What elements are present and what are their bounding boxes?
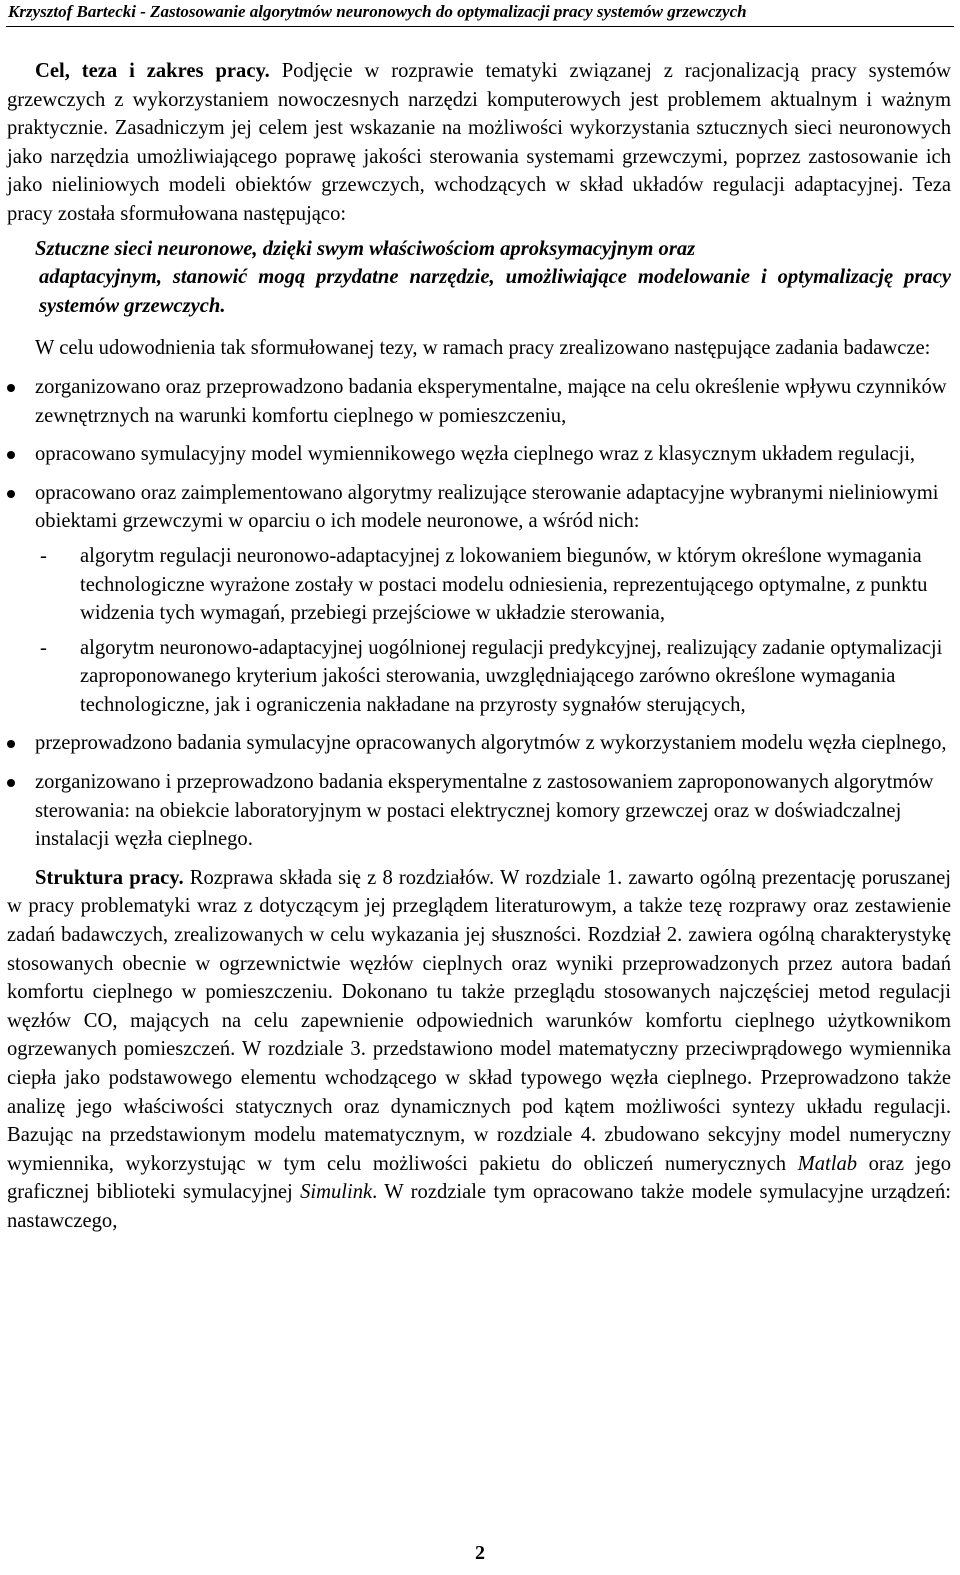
spacer <box>7 320 951 334</box>
list-item: zorganizowano i przeprowadzono badania eksperymentalne z zastosowaniem zaproponowanych algorytmów sterowania: na obiekcie laboratoryjnym w postaci elektrycznej komory grzewczej oraz w doświadczalnej instalacji węzła cieplnego. <box>7 768 951 854</box>
spacer <box>7 854 951 864</box>
subtasks-list <box>35 542 951 720</box>
list-item: opracowano oraz zaimplementowano algorytmy realizujące sterowanie adaptacyjne wybranymi nieliniowymi obiektami grzewczymi w oparciu o ich modele neuronowe, a wśród nich: - algorytm regulacji neuronowo-adaptacyjnej z lokowaniem biegunów, w którym określone wymagania technologiczne wyrażone zostały w postaci modelu odniesienia, reprezentującego optymalne, z punktu widzenia tych wymagań, przebiegi przejściowe w układzie sterowania, - algorytm neuronowo-adaptacyjnej uogólnionej regulacji predykcyjnej, realizujący zadanie optymalizacji zaproponowanego kryterium jakości sterowania, uwzględniającego zarówno określone wymagania technologiczne, jak i ograniczenia nakładane na przyrosty sygnałów sterujących, <box>7 479 951 720</box>
simulink-term: Simulink <box>300 1181 373 1204</box>
running-header <box>8 0 952 24</box>
header-title: Zastosowanie algorytmów neuronowych do optymalizacji pracy systemów grzewczych <box>150 2 747 21</box>
tasks-intro: W celu udowodnienia tak sformułowanej tezy, w ramach pracy zrealizowano następujące zadania badawcze: <box>35 337 931 360</box>
sub-list-item: - algorytm neuronowo-adaptacyjnej uogólnionej regulacji predykcyjnej, realizujący zadanie optymalizacji zaproponowanego kryterium jakości sterowania, uwzględniającego zarówno określone wymagania technologiczne, jak i ograniczenia nakładane na przyrosty sygnałów sterujących, <box>7 634 951 720</box>
thesis-line-1: Sztuczne sieci neuronowe, dzięki swym właściwościom aproksymacyjnym oraz <box>35 237 696 260</box>
list-item: zorganizowano oraz przeprowadzono badania eksperymentalne, mające na celu określenie wpływu czynników zewnętrznych na warunki komfortu cieplnego w pomieszczeniu, <box>7 373 951 430</box>
header-rule <box>6 26 954 27</box>
structure-paragraph: Struktura pracy. Rozprawa składa się z 8 rozdziałów. W rozdziale 1. zawarto ogólną prezentację poruszanej w pracy problematyki wraz z dotyczącym jej przeglądem literaturowym, a także tezę rozprawy oraz zestawienie zadań badawczych, zrealizowanych w celu wykazania jej słuszności. Rozdział 2. zawiera ogólną charakterystykę stosowanych obecnie w ogrzewnictwie węzłów cieplnych oraz wyniki przeprowadzonych przez autora badań komfortu cieplnego w pomieszczeniu. Dokonano tu także przeglądu stosowanych najczęściej metod regulacji węzłów CO, mających na celu zapewnienie odpowiednich warunków komfortu cieplnego użytkownikom ogrzewanych pomieszczeń. W rozdziale 3. przedstawiono model matematyczny przeciwprądowego wymiennika ciepła jako podstawowego elementu wchodzącego w skład typowego węzła cieplnego. Przeprowadzono także analizę jego właściwości statycznych oraz dynamicznych pod kątem możliwości syntezy układu regulacji. Bazując na przedstawionym modelu matematycznym, w rozdziale 4. zbudowano sekcyjny model numeryczny wymiennika, wykorzystując w tym celu możliwości pakietu do obliczeń numerycznych Matlab oraz jego graficznej biblioteki symulacyjnej Simulink. W rozdziale tym opracowano także modele symulacyjne urządzeń: nastawczego, <box>7 866 951 1232</box>
bullet-icon <box>7 490 15 498</box>
dash-marker: - <box>40 636 47 659</box>
bullet-icon <box>7 384 15 392</box>
thesis-line-2: adaptacyjnym, stanowić mogą przydatne narzędzie, umożliwiające modelowanie i optymalizację pracy systemów grzewczych. <box>39 266 951 317</box>
sub-list-item: - algorytm regulacji neuronowo-adaptacyjnej z lokowaniem biegunów, w którym określone wymagania technologiczne wyrażone zostały w postaci modelu odniesienia, reprezentującego optymalne, z punktu widzenia tych wymagań, przebiegi przejściowe w układzie sterowania, <box>7 542 951 628</box>
structure-heading: Struktura pracy. <box>35 866 184 889</box>
goal-paragraph <box>7 57 951 229</box>
bullet-icon <box>7 779 15 787</box>
page-number: 2 <box>475 1542 485 1564</box>
thesis-statement <box>7 235 951 321</box>
tasks-list <box>7 373 951 854</box>
header-author: Krzysztof Bartecki <box>8 2 136 21</box>
header-separator: - <box>135 2 151 21</box>
goal-heading: Cel, teza i zakres pracy. <box>35 60 270 82</box>
goal-text: Podjęcie w rozprawie tematyki związanej z racjonalizacją pracy systemów grzewczych z wykorzystaniem nowoczesnych narzędzi komputerowych jest problemem aktualnym i ważnym praktycznie. Zasadniczym jej celem jest wskazanie na możliwości wykorzystania sztucznych sieci neuronowych jako narzędzia umożliwiającego poprawę jakości sterowania systemami grzewczymi, poprzez zastosowanie ich jako nieliniowych modeli obiektów grzewczych, wchodzących w skład układów regulacji adaptacyjnej. Teza pracy została sformułowana następująco: <box>7 60 951 225</box>
dash-marker: - <box>40 544 47 567</box>
list-item: przeprowadzono badania symulacyjne opracowanych algorytmów z wykorzystaniem modelu węzła cieplnego, <box>7 729 951 758</box>
page-body <box>7 57 951 1236</box>
matlab-term: Matlab <box>797 1152 858 1175</box>
bullet-icon <box>7 451 15 459</box>
list-item: opracowano symulacyjny model wymiennikowego węzła cieplnego wraz z klasycznym układem regulacji, <box>7 440 951 469</box>
bullet-icon <box>7 740 15 748</box>
